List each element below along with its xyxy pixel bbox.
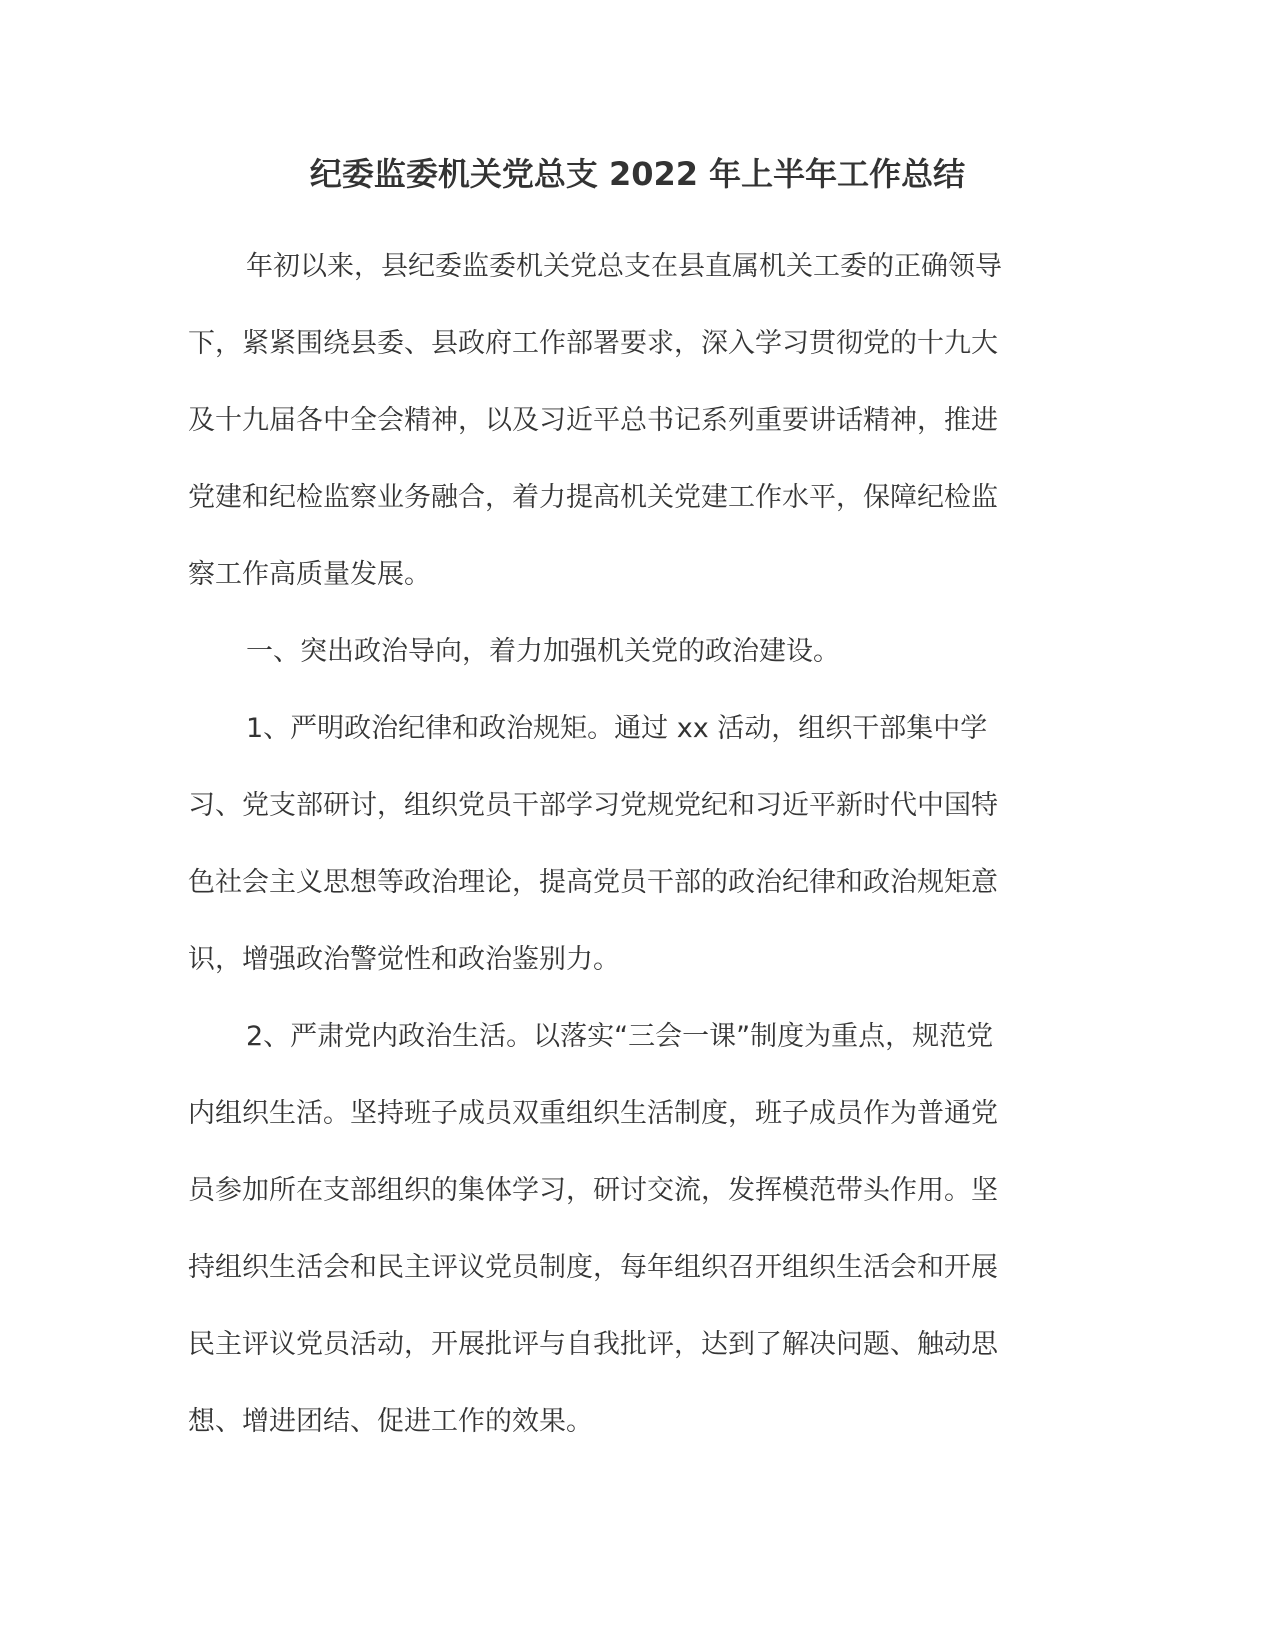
body-line: 识，增强政治警觉性和政治鉴别力。 bbox=[188, 944, 620, 975]
body-line: 民主评议党员活动，开展批评与自我批评，达到了解决问题、触动思 bbox=[188, 1329, 998, 1360]
document-title: 纪委监委机关党总支 2022 年上半年工作总结 bbox=[309, 155, 966, 193]
body-line: 持组织生活会和民主评议党员制度，每年组织召开组织生活会和开展 bbox=[188, 1252, 998, 1283]
body-line: 内组织生活。坚持班子成员双重组织生活制度，班子成员作为普通党 bbox=[188, 1098, 998, 1129]
body-line: 及十九届各中全会精神，以及习近平总书记系列重要讲话精神，推进 bbox=[188, 405, 998, 436]
body-line: 年初以来，县纪委监委机关党总支在县直属机关工委的正确领导 bbox=[246, 251, 1002, 282]
body-line: 党建和纪检监察业务融合，着力提高机关党建工作水平，保障纪检监 bbox=[188, 482, 998, 513]
body-line: 员参加所在支部组织的集体学习，研讨交流，发挥模范带头作用。坚 bbox=[188, 1175, 998, 1206]
body-line: 下，紧紧围绕县委、县政府工作部署要求，深入学习贯彻党的十九大 bbox=[188, 328, 998, 359]
body-line: 察工作高质量发展。 bbox=[188, 559, 431, 590]
document-body bbox=[188, 228, 1078, 1460]
body-line: 2、严肃党内政治生活。以落实“三会一课”制度为重点，规范党 bbox=[246, 1021, 994, 1052]
section-heading: 一、突出政治导向，着力加强机关党的政治建设。 bbox=[246, 636, 840, 667]
body-line: 色社会主义思想等政治理论，提高党员干部的政治纪律和政治规矩意 bbox=[188, 867, 998, 898]
body-line: 1、严明政治纪律和政治规矩。通过 xx 活动，组织干部集中学 bbox=[246, 713, 988, 744]
body-line: 习、党支部研讨，组织党员干部学习党规党纪和习近平新时代中国特 bbox=[188, 790, 998, 821]
body-line: 想、增进团结、促进工作的效果。 bbox=[188, 1406, 593, 1437]
